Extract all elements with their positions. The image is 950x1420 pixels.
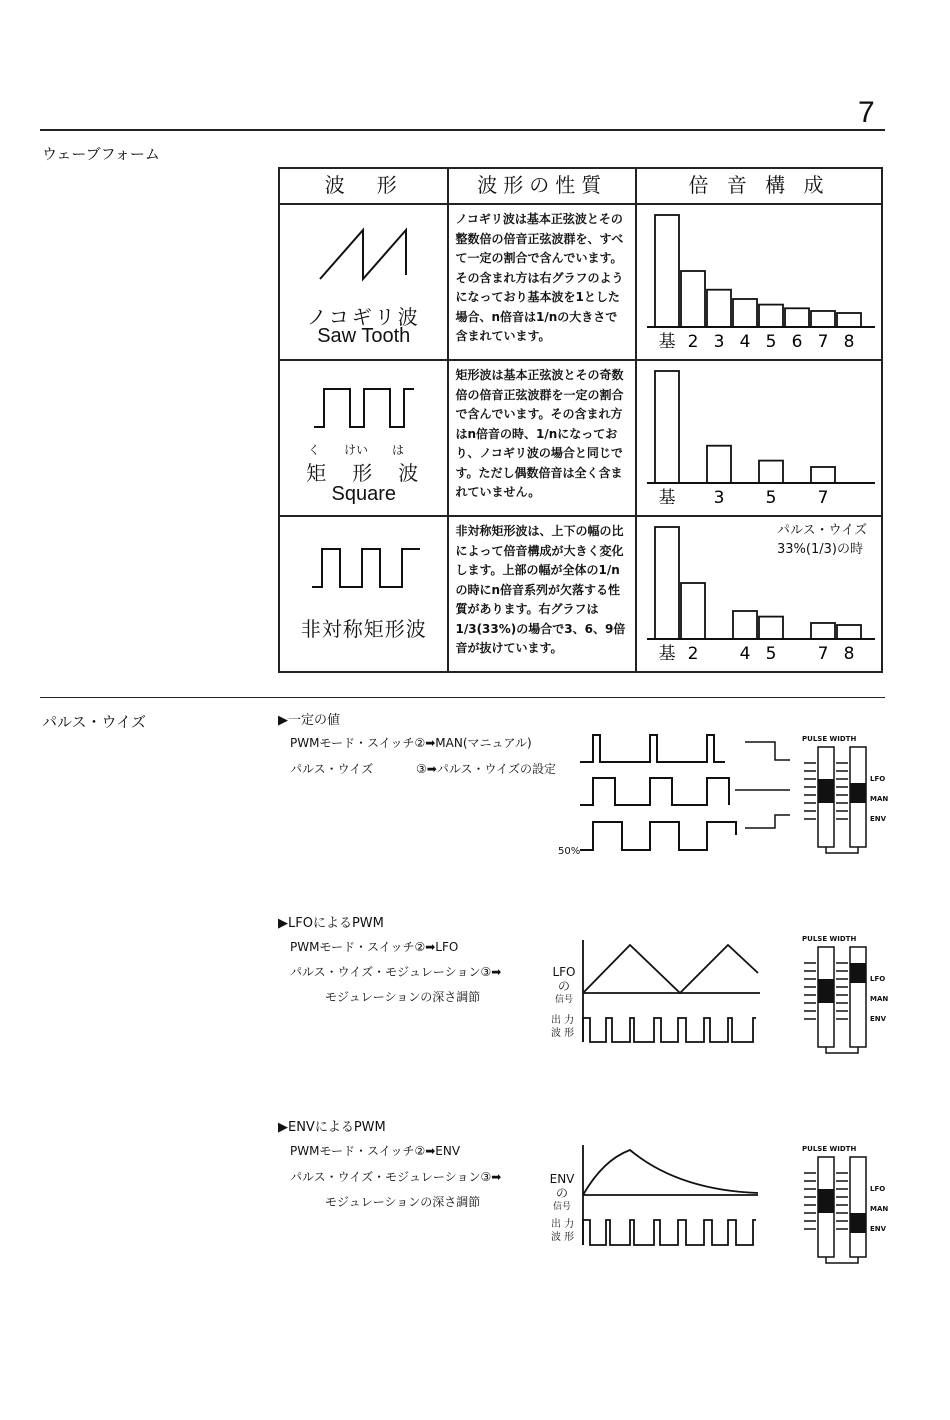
label: の bbox=[557, 979, 570, 993]
label: 出 力 bbox=[551, 1219, 575, 1230]
square-wave-icon bbox=[312, 385, 417, 430]
pwm-fixed-heading: ▶一定の値 bbox=[278, 713, 340, 728]
section-title-pulse-width: パルス・ウイズ bbox=[42, 713, 146, 731]
waveform-description: ノコギリ波は基本正弦波とその整数倍の倍音正弦波群を、すべて一定の割合で含んでいます。その含まれ方は右グラフのようになっており基本波を1とした場合、n倍音は1/nの大きさで含まれています。 bbox=[448, 204, 636, 360]
env-label: ENV bbox=[870, 815, 887, 823]
output-label bbox=[551, 1218, 574, 1244]
harmonic-chart-square bbox=[637, 361, 881, 511]
harmonic-label: 7 bbox=[817, 332, 829, 352]
harmonic-bar bbox=[837, 625, 861, 639]
harmonic-label: 8 bbox=[843, 644, 855, 664]
pwm-fixed-line: PWMモード・スイッチ②➡MAN(マニュアル) bbox=[290, 736, 532, 750]
output-label bbox=[551, 1014, 574, 1040]
lfo-signal-label bbox=[549, 965, 579, 1007]
section-title-waveform: ウェーブフォーム bbox=[42, 145, 160, 163]
harmonic-bar bbox=[759, 617, 783, 639]
header-rule bbox=[40, 129, 885, 131]
pwm-lfo-line: モジュレーションの深さ調節 bbox=[325, 990, 481, 1004]
waveform-name: 非対称矩形波 bbox=[300, 617, 427, 641]
pwm-lfo-line: パルス・ウイズ・モジュレーション③➡ bbox=[290, 965, 502, 979]
harmonic-bar bbox=[655, 527, 679, 639]
waveform-name-en: Saw Tooth bbox=[317, 325, 411, 347]
env-signal-label bbox=[547, 1172, 577, 1214]
panel-title: PULSE WIDTH bbox=[802, 1145, 857, 1153]
waveform-table bbox=[278, 167, 883, 673]
chart-note: 33%(1/3)の時 bbox=[777, 542, 863, 557]
harmonic-bar bbox=[655, 215, 679, 327]
harmonic-label: 5 bbox=[765, 644, 777, 664]
harmonic-bar bbox=[811, 467, 835, 483]
col-header-properties: 波形の性質 bbox=[448, 168, 636, 204]
label: 信号 bbox=[554, 995, 573, 1005]
pwm-env-heading: ▶ENVによるPWM bbox=[278, 1120, 386, 1135]
harmonic-bar bbox=[811, 311, 835, 327]
section-rule bbox=[40, 697, 885, 698]
pwm-fixed-line: ③➡パルス・ウイズの設定 bbox=[416, 762, 556, 776]
lfo-label: LFO bbox=[870, 1185, 886, 1193]
man-label: MAN bbox=[870, 795, 889, 803]
harmonic-label: 基 bbox=[658, 332, 676, 352]
label: 波 形 bbox=[551, 1028, 575, 1039]
waveform-description: 矩形波は基本正弦波とその奇数倍の倍音正弦波群を一定の割合で含んでいます。その含まれ方はn倍音の時、1/nになっており、ノコギリ波の場合と同じです。ただし偶数倍音は全く含まれていません。 bbox=[448, 360, 636, 516]
saw-wave-icon bbox=[318, 227, 413, 282]
panel-title: PULSE WIDTH bbox=[802, 735, 857, 743]
env-pwm-diagram bbox=[578, 1145, 763, 1247]
harmonic-label: 6 bbox=[791, 332, 803, 352]
waveform-name-en: Square bbox=[331, 483, 396, 505]
env-label: ENV bbox=[870, 1225, 887, 1233]
harmonic-label: 4 bbox=[739, 332, 751, 352]
square-wave-cell bbox=[280, 361, 447, 511]
man-label: MAN bbox=[870, 995, 889, 1003]
saw-wave-cell bbox=[280, 205, 447, 355]
harmonic-label: 8 bbox=[843, 332, 855, 352]
harmonic-bar bbox=[733, 611, 757, 639]
lfo-pwm-diagram bbox=[578, 940, 763, 1045]
harmonic-label: 4 bbox=[739, 644, 751, 664]
percent-label: 50% bbox=[558, 846, 581, 857]
harmonic-label: 3 bbox=[713, 332, 725, 352]
table-row bbox=[279, 516, 882, 672]
harmonic-bar bbox=[733, 299, 757, 327]
harmonic-bar bbox=[811, 623, 835, 639]
waveform-name: 矩 形 波 bbox=[306, 461, 422, 485]
harmonic-bar bbox=[681, 271, 705, 327]
pwm-env-line: パルス・ウイズ・モジュレーション③➡ bbox=[290, 1170, 502, 1184]
harmonic-bar bbox=[707, 446, 731, 483]
harmonic-bar bbox=[837, 313, 861, 327]
col-header-harmonics: 倍 音 構 成 bbox=[636, 168, 882, 204]
harmonic-label: 2 bbox=[687, 332, 699, 352]
lfo-label: LFO bbox=[870, 975, 886, 983]
col-header-waveform: 波 形 bbox=[279, 168, 448, 204]
pwm-lfo-line: PWMモード・スイッチ②➡LFO bbox=[290, 940, 459, 954]
harmonic-label: 2 bbox=[687, 644, 699, 664]
waveform-description: 非対称矩形波は、上下の幅の比によって倍音構成が大きく変化します。上部の幅が全体の1/nの時にn倍音系列が欠落する性質があります。右グラフは1/3(33%)の場合で3、6、9倍音が抜けています。 bbox=[448, 516, 636, 672]
label: 信号 bbox=[552, 1202, 571, 1212]
harmonic-bar bbox=[655, 371, 679, 483]
label: LFO bbox=[552, 965, 576, 979]
label: ENV bbox=[549, 1172, 575, 1186]
lfo-label: LFO bbox=[870, 775, 886, 783]
harmonic-label: 7 bbox=[817, 644, 829, 664]
harmonic-label: 5 bbox=[765, 332, 777, 352]
label: 波 形 bbox=[551, 1232, 575, 1243]
asym-square-wave-icon bbox=[310, 545, 422, 590]
harmonic-label: 基 bbox=[658, 488, 676, 508]
harmonic-bar bbox=[785, 308, 809, 327]
table-row bbox=[279, 360, 882, 516]
harmonic-label: 基 bbox=[658, 644, 676, 664]
harmonic-bar bbox=[759, 461, 783, 483]
label: の bbox=[555, 1186, 568, 1200]
pwm-fixed-diagram bbox=[575, 730, 790, 860]
pwm-fixed-line: パルス・ウイズ bbox=[290, 762, 374, 776]
harmonic-bar bbox=[707, 290, 731, 327]
harmonic-bar bbox=[681, 583, 705, 639]
env-label: ENV bbox=[870, 1015, 887, 1023]
asym-wave-cell bbox=[280, 517, 447, 667]
page-number: 7 bbox=[858, 96, 875, 129]
pwm-env-line: PWMモード・スイッチ②➡ENV bbox=[290, 1144, 461, 1158]
harmonic-bar bbox=[759, 305, 783, 327]
label: 出 力 bbox=[551, 1015, 575, 1026]
pwm-env-line: モジュレーションの深さ調節 bbox=[325, 1195, 481, 1209]
harmonic-label: 5 bbox=[765, 488, 777, 508]
table-row bbox=[279, 204, 882, 360]
harmonic-label: 7 bbox=[817, 488, 829, 508]
harmonic-chart-saw bbox=[637, 205, 881, 355]
pwm-lfo-heading: ▶LFOによるPWM bbox=[278, 916, 384, 931]
man-label: MAN bbox=[870, 1205, 889, 1213]
waveform-ruby: く けい は bbox=[308, 443, 405, 457]
harmonic-label: 3 bbox=[713, 488, 725, 508]
chart-note: パルス・ウイズ bbox=[777, 523, 868, 538]
panel-title: PULSE WIDTH bbox=[802, 935, 857, 943]
waveform-name: ノコギリ波 bbox=[306, 305, 421, 329]
